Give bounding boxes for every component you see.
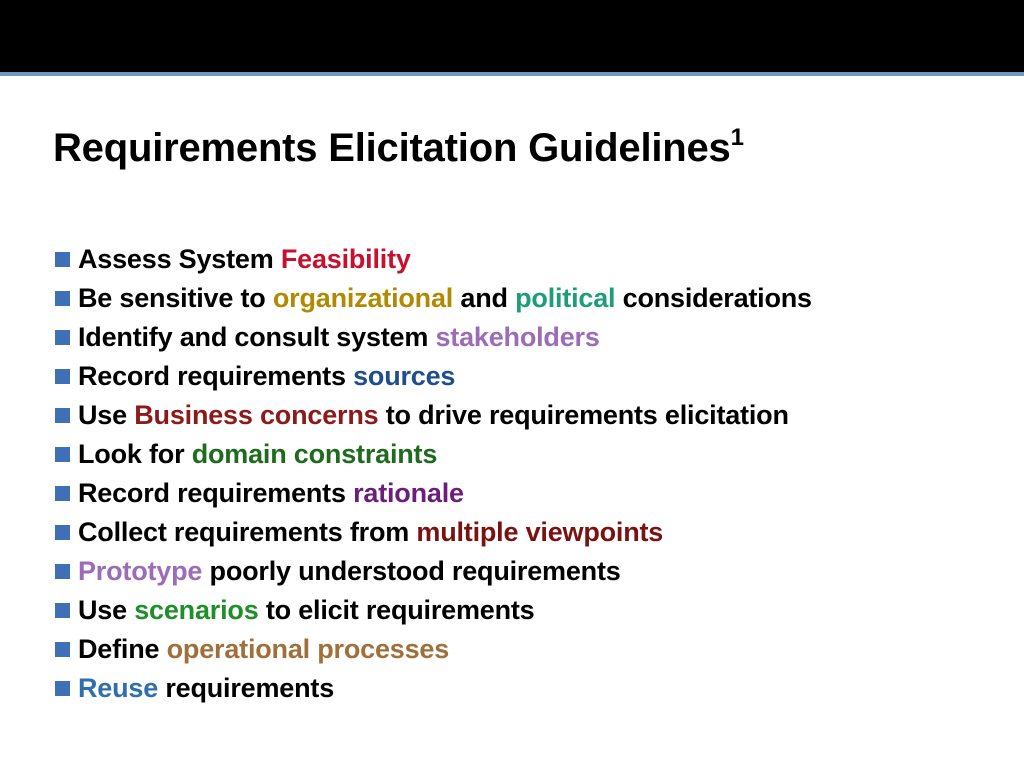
square-bullet-icon [55,681,70,696]
bullet-highlight: rationale [353,478,464,508]
bullet-item [55,435,812,474]
bullet-item [55,513,812,552]
bullet-text: Define [78,634,167,664]
bullet-highlight: sources [353,361,456,391]
bullet-highlight: domain constraints [191,439,438,469]
square-bullet-icon [55,642,70,657]
bullet-text: considerations [615,283,812,313]
bullet-text: to drive requirements elicitation [378,400,789,430]
bullet-item [55,357,812,396]
bullet-item [55,630,812,669]
bullet-item [55,474,812,513]
bullet-item [55,240,812,279]
header-divider [0,72,1024,76]
square-bullet-icon [55,564,70,579]
slide-title-text: Requirements Elicitation Guidelines [53,126,731,170]
bullet-highlight: stakeholders [435,322,600,352]
square-bullet-icon [55,603,70,618]
bullet-text: and [453,283,516,313]
bullet-text: Assess System [78,244,281,274]
bullet-text: Use [78,400,135,430]
bullet-list [55,240,812,708]
title-footnote-marker: 1 [730,124,744,151]
bullet-highlight: multiple viewpoints [416,517,664,547]
bullet-text: requirements [158,673,335,703]
bullet-item [55,396,812,435]
bullet-text: Identify and consult system [78,322,436,352]
bullet-highlight: political [515,283,616,313]
square-bullet-icon [55,447,70,462]
square-bullet-icon [55,525,70,540]
bullet-text: Record requirements [78,478,354,508]
bullet-text: Record requirements [78,361,354,391]
bullet-item [55,318,812,357]
bullet-text: to elicit requirements [258,595,535,625]
bullet-text: Collect requirements from [78,517,417,547]
slide-title [53,126,744,171]
bullet-item [55,669,812,708]
bullet-highlight: Feasibility [280,244,411,274]
square-bullet-icon [55,369,70,384]
bullet-highlight: operational processes [166,634,450,664]
square-bullet-icon [55,252,70,267]
square-bullet-icon [55,330,70,345]
square-bullet-icon [55,408,70,423]
bullet-highlight: organizational [272,283,454,313]
bullet-highlight: scenarios [134,595,259,625]
bullet-highlight: Business concerns [134,400,379,430]
bullet-highlight: Prototype [78,556,203,586]
bullet-item [55,552,812,591]
square-bullet-icon [55,291,70,306]
bullet-text: Look for [78,439,192,469]
bullet-highlight: Reuse [78,673,159,703]
square-bullet-icon [55,486,70,501]
bullet-text: Be sensitive to [78,283,273,313]
bullet-text: poorly understood requirements [202,556,621,586]
bullet-item [55,591,812,630]
bullet-text: Use [78,595,135,625]
bullet-item [55,279,812,318]
header-bar [0,0,1024,72]
